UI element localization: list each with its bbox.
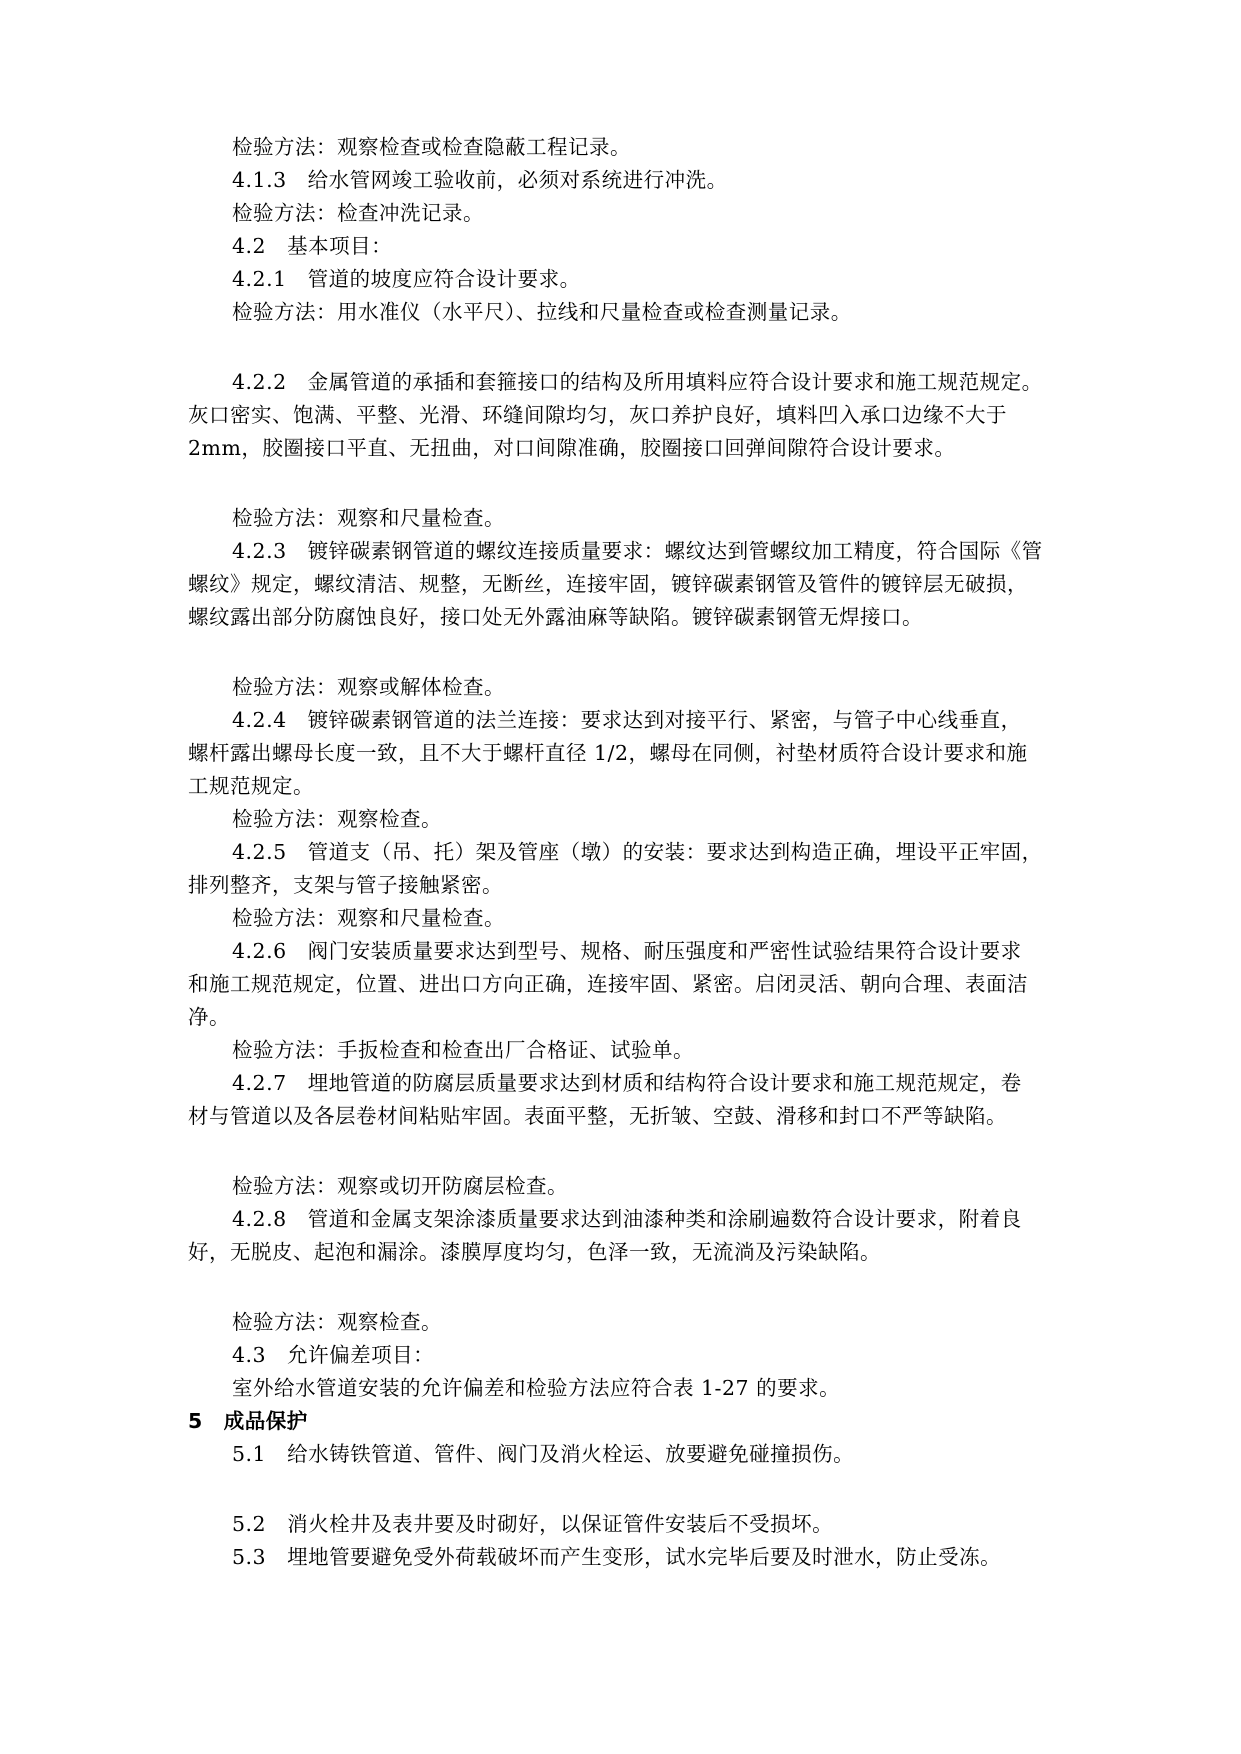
text-line: 检验方法：观察检查或检查隐蔽工程记录。 [232,135,631,159]
clause-5-3: 5.3 埋地管要避免受外荷载破坏而产生变形，试水完毕后要及时泄水，防止受冻。 [232,1545,1002,1569]
clause-4-2-2: 4.2.2 金属管道的承插和套箍接口的结构及所用填料应符合设计要求和施工规范规定。 [232,370,1043,394]
text-line: 检验方法：观察和尺量检查。 [232,906,505,930]
text-line: 排列整齐，支架与管子接触紧密。 [188,873,503,897]
clause-4-2-5: 4.2.5 管道支（吊、托）架及管座（墩）的安装：要求达到构造正确，埋设平正牢固， [232,840,1043,864]
clause-4-1-3: 4.1.3 给水管网竣工验收前，必须对系统进行冲洗。 [232,168,728,192]
text-line: 检验方法：观察检查。 [232,1310,442,1334]
text-line: 检验方法：观察和尺量检查。 [232,506,505,530]
clause-5-2: 5.2 消火栓井及表井要及时砌好，以保证管件安装后不受损坏。 [232,1512,834,1536]
text-line: 和施工规范规定，位置、进出口方向正确，连接牢固、紧密。启闭灵活、朝向合理、表面洁 [188,972,1028,996]
clause-4-2-1: 4.2.1 管道的坡度应符合设计要求。 [232,267,581,291]
clause-4-2-4: 4.2.4 镀锌碳素钢管道的法兰连接：要求达到对接平行、紧密，与管子中心线垂直， [232,708,1022,732]
clause-4-2-7: 4.2.7 埋地管道的防腐层质量要求达到材质和结构符合设计要求和施工规范规定，卷 [232,1071,1022,1095]
text-line: 检验方法：观察或解体检查。 [232,675,505,699]
text-line: 螺杆露出螺母长度一致，且不大于螺杆直径 1/2，螺母在同侧，衬垫材质符合设计要求和施 [188,741,1028,765]
text-line: 净。 [188,1005,230,1029]
clause-5-1: 5.1 给水铸铁管道、管件、阀门及消火栓运、放要避免碰撞损伤。 [232,1442,855,1466]
clause-4-2: 4.2 基本项目： [232,234,393,258]
clause-4-3: 4.3 允许偏差项目： [232,1343,435,1367]
text-line: 检验方法：检查冲洗记录。 [232,201,484,225]
text-line: 好，无脱皮、起泡和漏涂。漆膜厚度均匀，色泽一致，无流淌及污染缺陷。 [188,1240,881,1264]
text-line: 材与管道以及各层卷材间粘贴牢固。表面平整，无折皱、空鼓、滑移和封口不严等缺陷。 [188,1104,1007,1128]
text-line: 检验方法：观察检查。 [232,807,442,831]
text-line: 检验方法：用水准仪（水平尺）、拉线和尺量检查或检查测量记录。 [232,300,852,324]
text-line: 灰口密实、饱满、平整、光滑、环缝间隙均匀，灰口养护良好，填料凹入承口边缘不大于 [188,403,1007,427]
text-line: 工规范规定。 [188,774,314,798]
text-line: 2mm，胶圈接口平直、无扭曲，对口间隙准确，胶圈接口回弹间隙符合设计要求。 [188,436,956,460]
section-heading-5: 5 成品保护 [188,1409,308,1433]
clause-4-2-6: 4.2.6 阀门安装质量要求达到型号、规格、耐压强度和严密性试验结果符合设计要求 [232,939,1022,963]
clause-4-2-3: 4.2.3 镀锌碳素钢管道的螺纹连接质量要求：螺纹达到管螺纹加工精度，符合国际《管 [232,539,1043,563]
text-line: 检验方法：手扳检查和检查出厂合格证、试验单。 [232,1038,694,1062]
text-line: 检验方法：观察或切开防腐层检查。 [232,1174,568,1198]
text-line: 螺纹》规定，螺纹清洁、规整，无断丝，连接牢固，镀锌碳素钢管及管件的镀锌层无破损， [188,572,1028,596]
text-line: 室外给水管道安装的允许偏差和检验方法应符合表 1-27 的要求。 [232,1376,841,1400]
text-line: 螺纹露出部分防腐蚀良好，接口处无外露油麻等缺陷。镀锌碳素钢管无焊接口。 [188,605,923,629]
clause-4-2-8: 4.2.8 管道和金属支架涂漆质量要求达到油漆种类和涂刷遍数符合设计要求，附着良 [232,1207,1022,1231]
